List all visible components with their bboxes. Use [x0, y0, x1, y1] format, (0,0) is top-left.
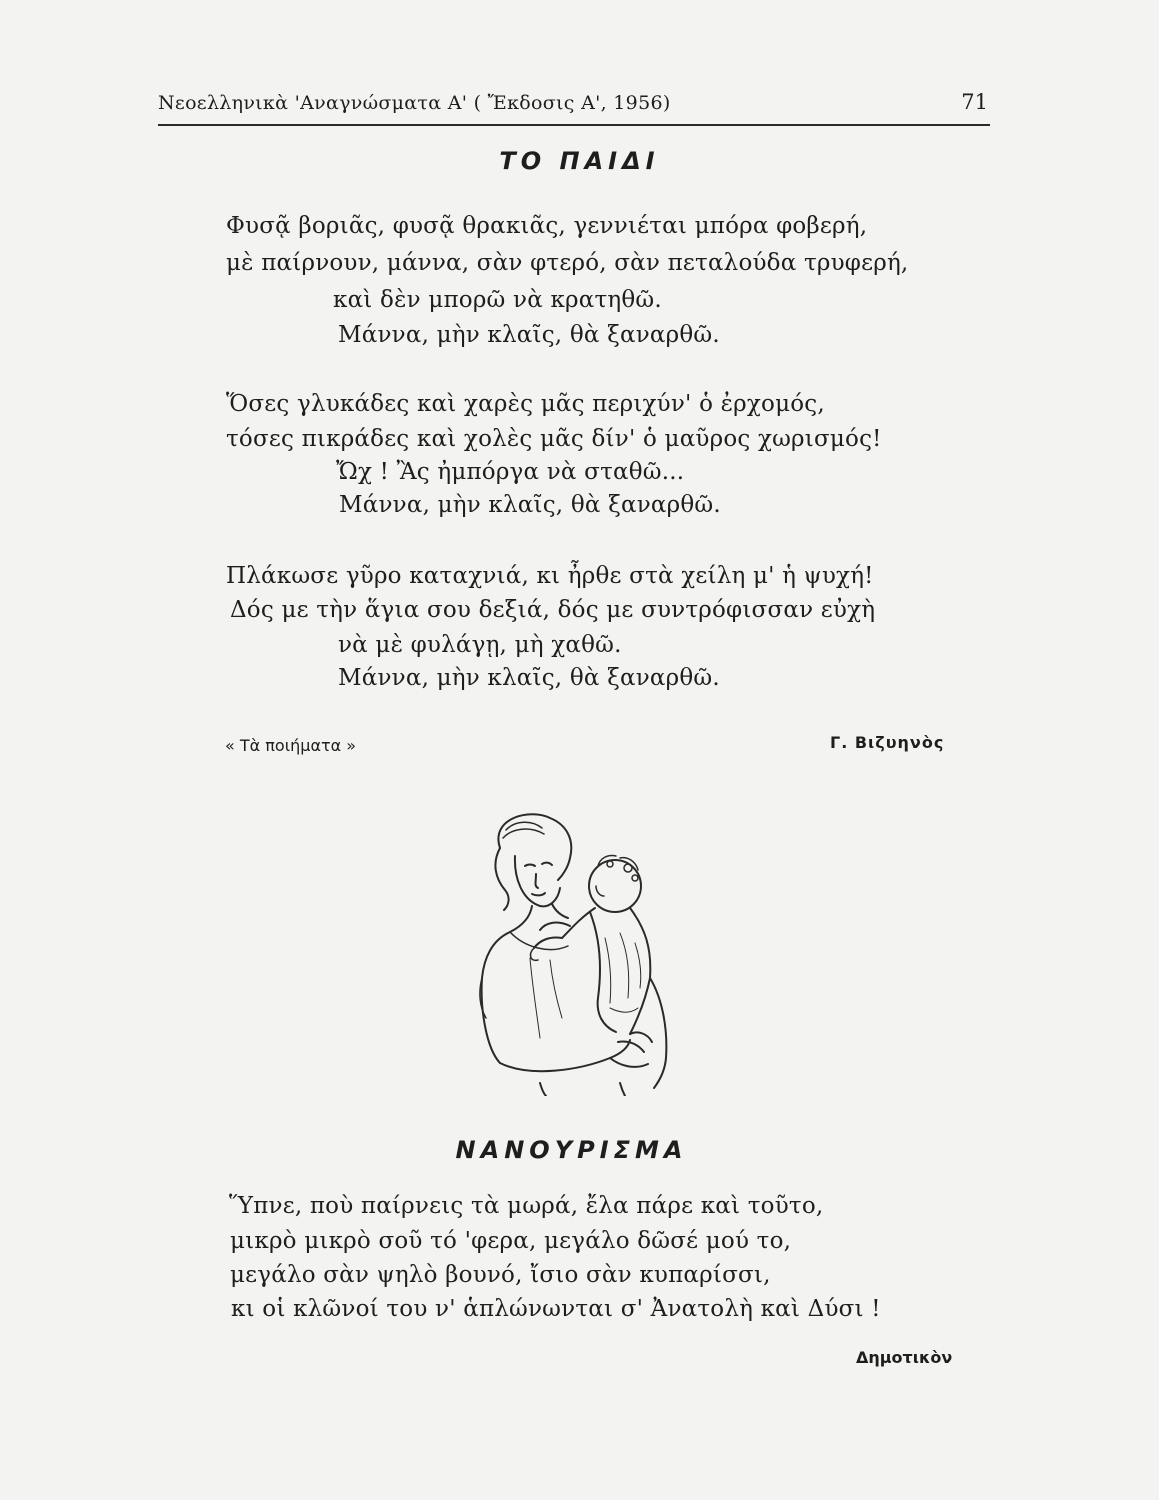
- poem-line: μικρὸ μικρὸ σοῦ τό 'φερα, μεγάλο δῶσέ μού το,: [230, 1228, 792, 1254]
- poem-attribution: Δημοτικὸν: [856, 1348, 953, 1367]
- poem-line: τόσες πικράδες καὶ χολὲς μᾶς δίν' ὁ μαῦρος χωρισμός!: [226, 426, 882, 452]
- poem-line: μεγάλο σὰν ψηλὸ βουνό, ἴσιο σὰν κυπαρίσσι,: [230, 1262, 771, 1288]
- poem-refrain: Μάννα, μὴν κλαῖς, θὰ ξαναρθῶ.: [338, 322, 720, 348]
- poem-line: Ὅσες γλυκάδες καὶ χαρὲς μᾶς περιχύν' ὁ ἐρχομός,: [226, 391, 825, 417]
- poem-title: ΤΟ ΠΑΙΔΙ: [499, 147, 660, 175]
- poem-line: Δός με τὴν ἅγια σου δεξιά, δός με συντρόφισσαν εὐχὴ: [230, 597, 876, 623]
- poem-author: Γ. Βιζυηνὸς: [830, 733, 945, 752]
- page-header: [158, 88, 990, 126]
- poem-line: μὲ παίρνουν, μάννα, σὰν φτερό, σὰν πεταλούδα τρυφερή,: [226, 250, 909, 276]
- running-title: Νεοελληνικὰ 'Αναγνώσματα Α' ( Ἔκδοσις Α', 1956): [158, 92, 671, 114]
- poem-refrain: Μάννα, μὴν κλαῖς, θὰ ξαναρθῶ.: [339, 492, 721, 518]
- poem-line: Ὤχ ! Ἂς ἠμπόργα νὰ σταθῶ...: [336, 459, 685, 485]
- poem-line: νὰ μὲ φυλάγῃ, μὴ χαθῶ.: [338, 632, 622, 658]
- poem-refrain: Μάννα, μὴν κλαῖς, θὰ ξαναρθῶ.: [338, 665, 720, 691]
- poem-line: Πλάκωσε γῦρο καταχνιά, κι ἦρθε στὰ χείλη μ' ἡ ψυχή!: [226, 563, 874, 589]
- page-number: 71: [961, 90, 988, 114]
- poem-line: κι οἱ κλῶνοί του ν' ἁπλώνωνται σ' Ἀνατολὴ καὶ Δύσι !: [231, 1296, 881, 1322]
- poem-source: « Τὰ ποιήματα »: [225, 736, 357, 755]
- poem-line: Φυσᾷ βοριᾶς, φυσᾷ θρακιᾶς, γεννιέται μπόρα φοβερή,: [226, 213, 868, 239]
- poem-line: καὶ δὲν μπορῶ νὰ κρατηθῶ.: [333, 287, 662, 313]
- poem-title: ΝΑΝΟΥΡΙΣΜΑ: [455, 1136, 688, 1164]
- poem-line: Ὕπνε, ποὺ παίρνεις τὰ μωρά, ἔλα πάρε καὶ τοῦτο,: [229, 1193, 824, 1219]
- mother-child-illustration-icon: [470, 808, 690, 1096]
